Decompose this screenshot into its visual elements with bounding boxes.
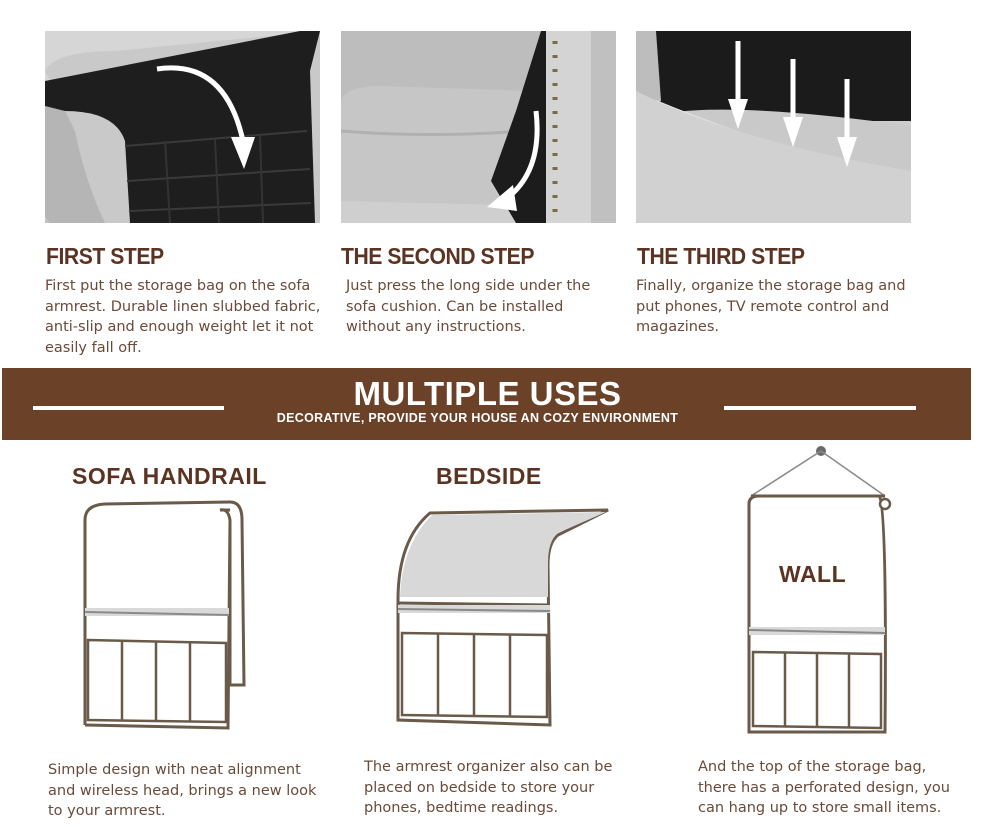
first-step-description: First put the storage bag on the sofa armrest. Durable linen slubbed fabric, anti-slip and enough weight let it not easily fall off. <box>45 278 321 356</box>
wall-description: And the top of the storage bag, there has a perforated design, you can hang up to store small items. <box>698 759 950 816</box>
first-step-title: FIRST STEP <box>46 243 164 269</box>
third-step-description: Finally, organize the storage bag and put phones, TV remote control and magazines. <box>636 278 906 335</box>
second-step-photo <box>341 31 616 223</box>
bedside-illustration <box>390 505 615 734</box>
bedside-description: The armrest organizer also can be placed on bedside to store your phones, bedtime readings. <box>364 759 613 816</box>
wall-illustration <box>745 444 895 738</box>
second-step-description: Just press the long side under the sofa cushion. Can be installed without any instructions. <box>346 278 591 335</box>
sofa-handrail-title: SOFA HANDRAIL <box>72 463 267 489</box>
wall-title: WALL <box>779 561 847 587</box>
first-step-photo <box>45 31 320 223</box>
bedside-title: BEDSIDE <box>436 463 542 489</box>
third-step-title: THE THIRD STEP <box>637 243 805 269</box>
banner-title: MULTIPLE USES <box>353 375 622 412</box>
sofa-handrail-illustration <box>80 500 250 734</box>
second-step-title: THE SECOND STEP <box>341 243 534 269</box>
sofa-handrail-description: Simple design with neat alignment and wireless head, brings a new look to your armrest. <box>48 762 317 819</box>
banner-subtitle: DECORATIVE, PROVIDE YOUR HOUSE AN COZY ENVIRONMENT <box>276 411 679 425</box>
third-step-photo <box>636 31 911 223</box>
